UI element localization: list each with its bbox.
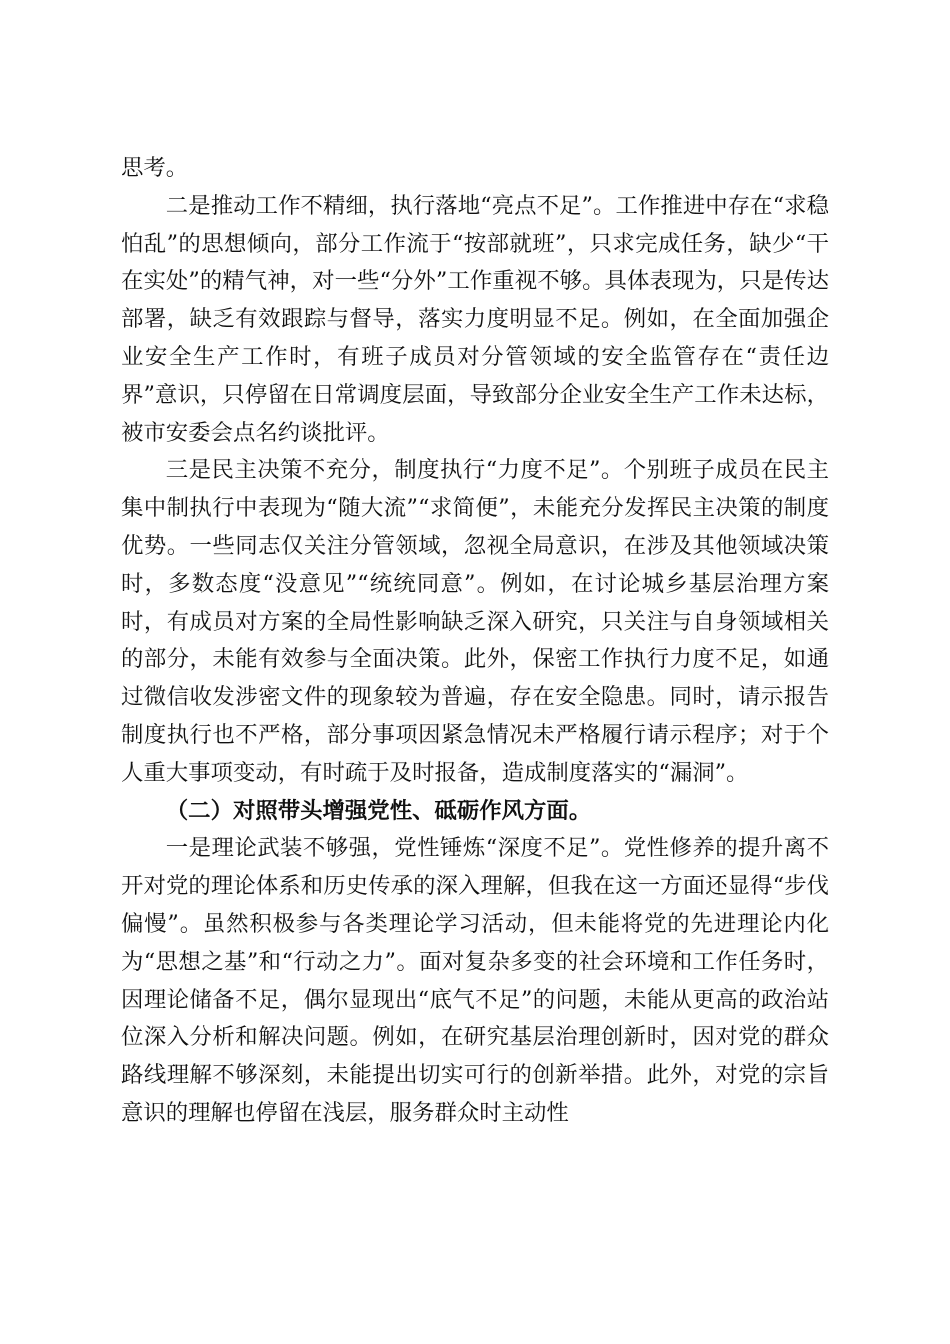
- paragraph-point-one: 一是理论武装不够强，党性锤炼“深度不足”。党性修养的提升离不开对党的理论体系和历史传承的深入理解，但我在这一方面还显得“步伐偏慢”。虽然积极参与各类理论学习活动，但未能将党的先进理论内化为“思想之基”和“行动之力”。面对复杂多变的社会环境和工作任务时，因理论储备不足，偶尔显现出“底气不足”的问题，未能从更高的政治站位深入分析和解决问题。例如，在研究基层治理创新时，因对党的群众路线理解不够深刻，未能提出切实可行的创新举措。此外，对党的宗旨意识的理解也停留在浅层，服务群众时主动性: [121, 835, 829, 1126]
- paragraph-continuation: 思考。: [121, 155, 189, 181]
- paragraph-point-three: 三是民主决策不充分，制度执行“力度不足”。个别班子成员在民主集中制执行中表现为“随大流”“求简便”，未能充分发挥民主决策的制度优势。一些同志仅关注分管领域，忽视全局意识，在涉及其他领域决策时，多数态度“没意见”“统统同意”。例如，在讨论城乡基层治理方案时，有成员对方案的全局性影响缺乏深入研究，只关注与自身领域相关的部分，未能有效参与全面决策。此外，保密工作执行力度不足，如通过微信收发涉密文件的现象较为普遍，存在安全隐患。同时，请示报告制度执行也不严格，部分事项因紧急情况未严格履行请示程序；对于个人重大事项变动，有时疏于及时报备，造成制度落实的“漏洞”。: [121, 457, 829, 786]
- section-heading-two: （二）对照带头增强党性、砥砺作风方面。: [165, 797, 592, 824]
- document-body: [121, 150, 829, 1133]
- paragraph-point-two: 二是推动工作不精细，执行落地“亮点不足”。工作推进中存在“求稳怕乱”的思想倾向，部分工作流于“按部就班”，只求完成任务，缺少“干在实处”的精气神，对一些“分外”工作重视不够。具体表现为，只是传达部署，缺乏有效跟踪与督导，落实力度明显不足。例如，在全面加强企业安全生产工作时，有班子成员对分管领域的安全监管存在“责任边界”意识，只停留在日常调度层面，导致部分企业安全生产工作未达标，被市安委会点名约谈批评。: [121, 192, 829, 446]
